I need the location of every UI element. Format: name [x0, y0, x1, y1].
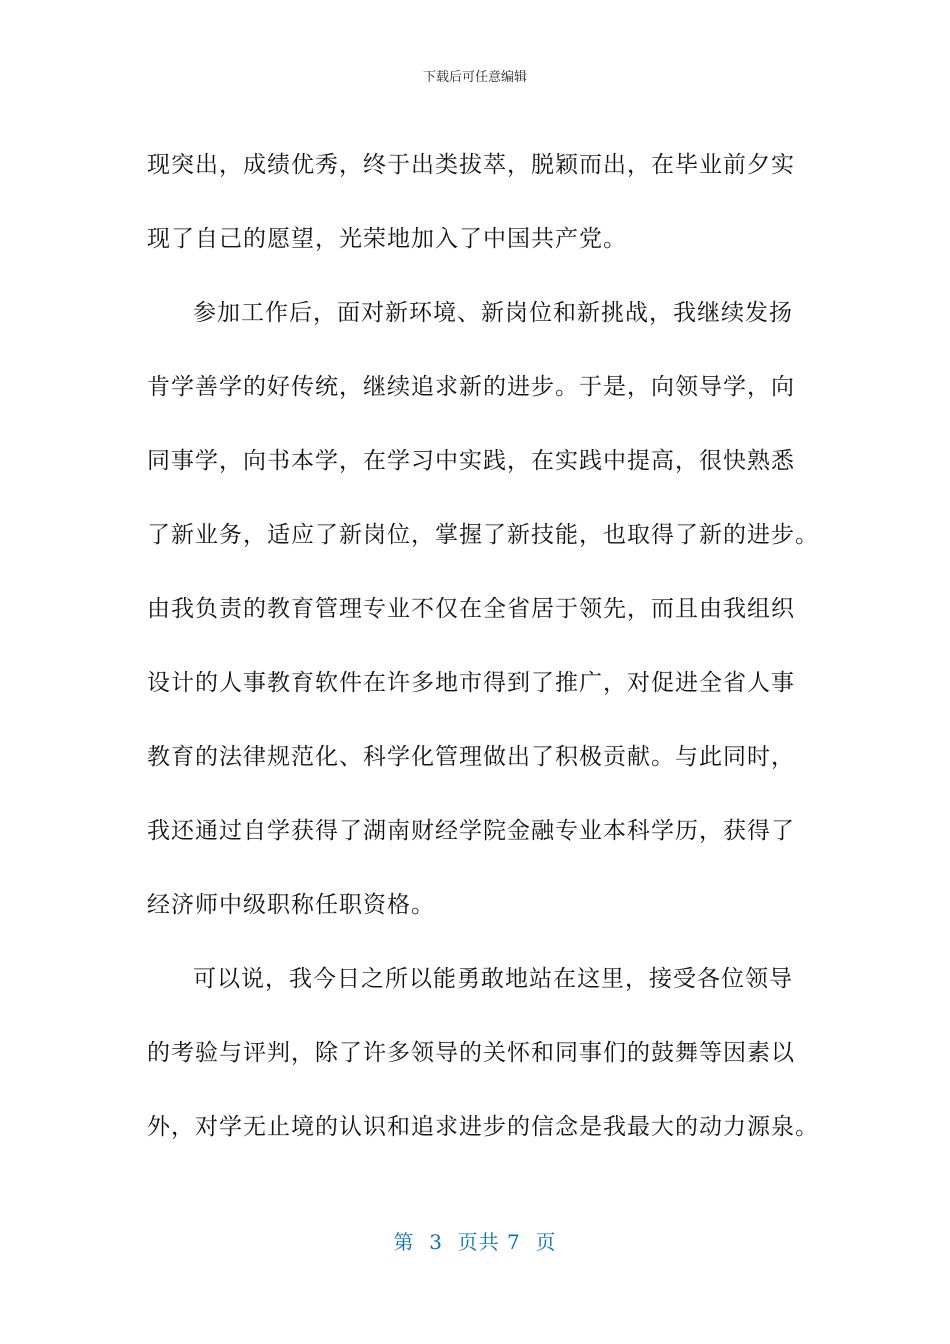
text-line: 教育的法律规范化、科学化管理做出了积极贡献。与此同时，	[147, 744, 795, 770]
page-number-label: 第 3 页共 7 页	[393, 1230, 557, 1254]
paragraph-start-line: 可以说，我今日之所以能勇敢地站在这里，接受各位领导	[193, 966, 793, 992]
text-line: 的考验与评判，除了许多领导的关怀和同事们的鼓舞等因素以	[147, 1040, 795, 1066]
text-line: 肯学善学的好传统，继续追求新的进步。于是，向领导学，向	[147, 374, 795, 400]
text-line: 设计的人事教育软件在许多地市得到了推广，对促进全省人事	[147, 670, 795, 696]
text-line: 同事学，向书本学，在学习中实践，在实践中提高，很快熟悉	[147, 448, 795, 474]
text-line: 经济师中级职称任职资格。	[147, 892, 435, 918]
text-line: 由我负责的教育管理专业不仅在全省居于领先，而且由我组织	[147, 596, 795, 622]
text-line: 外，对学无止境的认识和追求进步的信念是我最大的动力源泉。	[147, 1114, 819, 1140]
text-line: 现突出，成绩优秀，终于出类拔萃，脱颖而出，在毕业前夕实	[147, 152, 795, 178]
page-number-footer	[0, 1226, 950, 1255]
text-line: 我还通过自学获得了湖南财经学院金融专业本科学历，获得了	[147, 818, 795, 844]
text-line: 现了自己的愿望，光荣地加入了中国共产党。	[147, 226, 627, 252]
text-line: 了新业务，适应了新岗位，掌握了新技能，也取得了新的进步。	[147, 522, 819, 548]
header-note: 下载后可任意编辑	[422, 70, 527, 85]
paragraph-start-line: 参加工作后，面对新环境、新岗位和新挑战，我继续发扬	[193, 300, 793, 326]
document-body	[147, 128, 819, 1164]
